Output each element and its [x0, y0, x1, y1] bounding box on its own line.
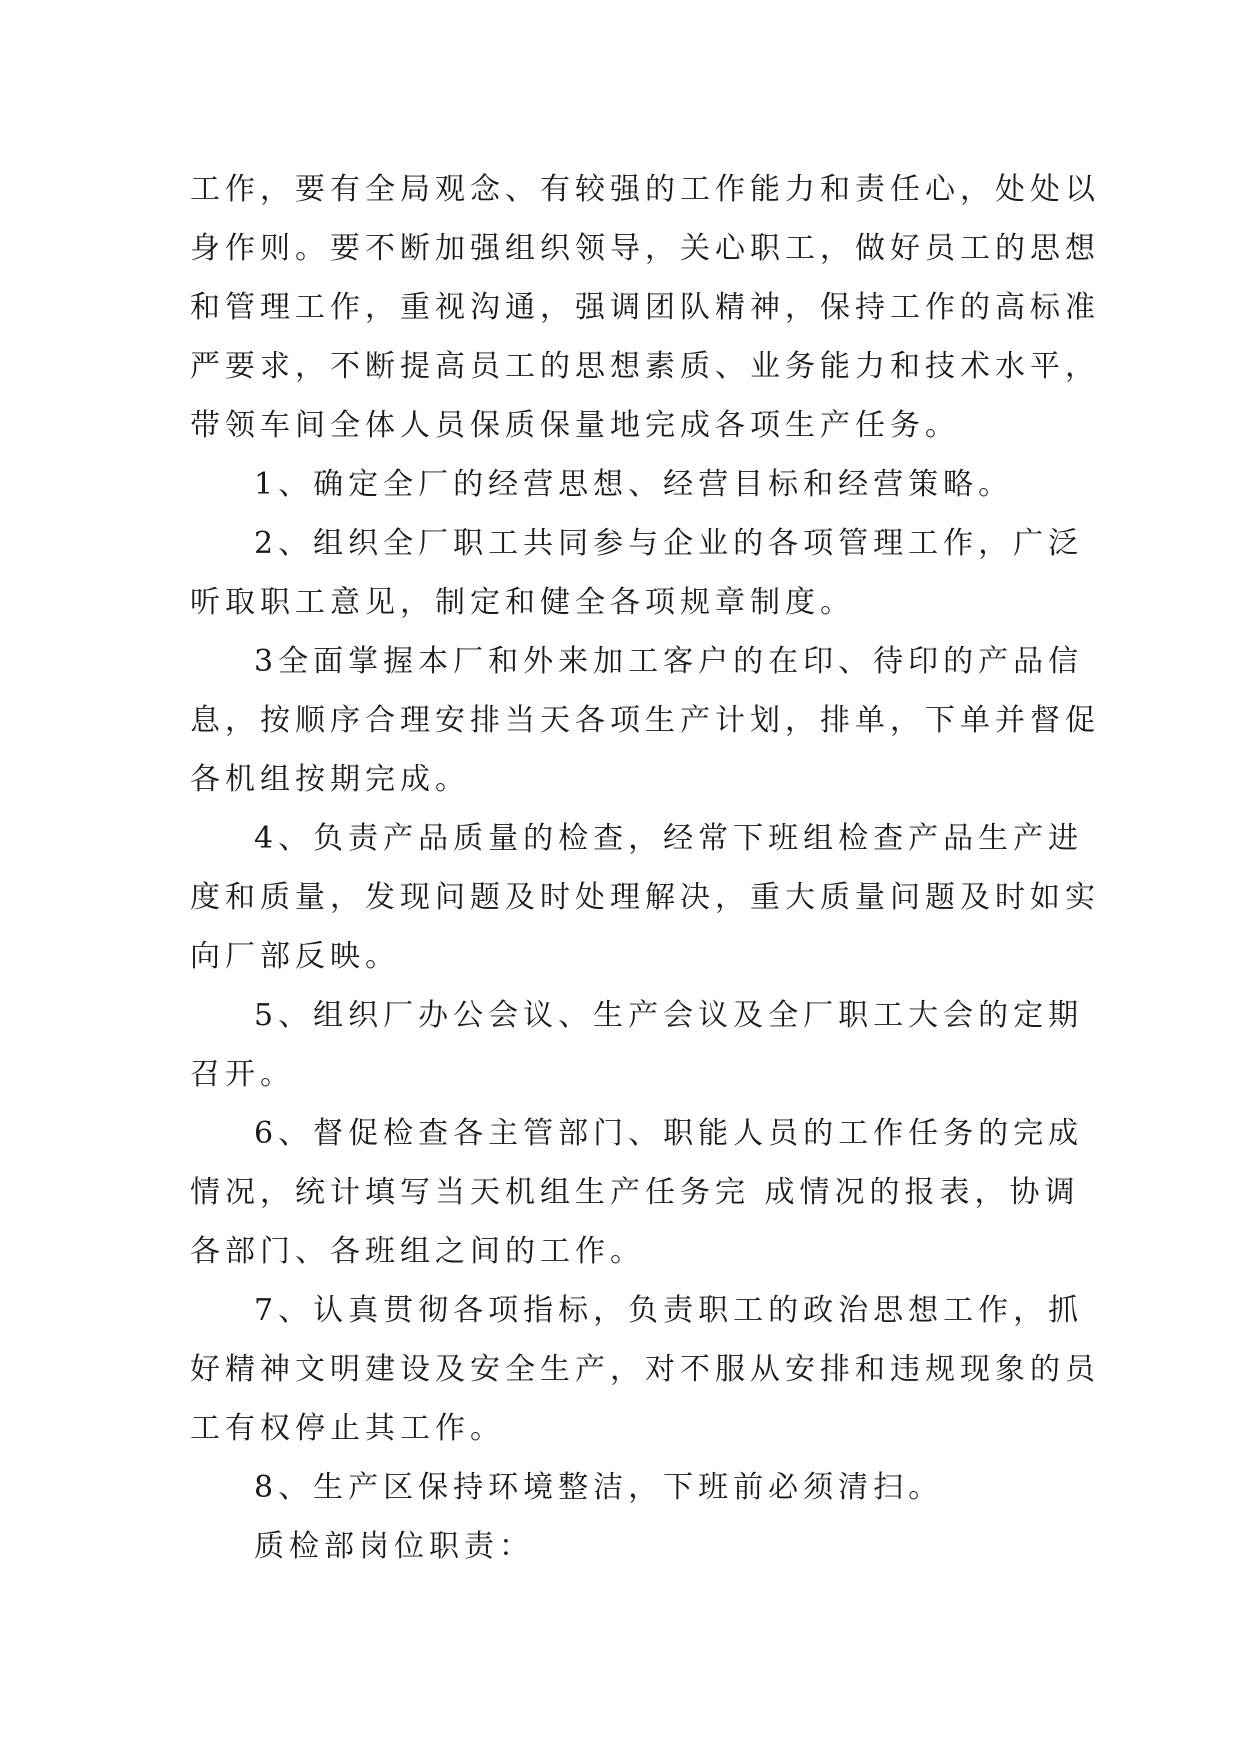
text-line: 严要求，不断提高员工的思想素质、业务能力和技术水平，: [190, 349, 1100, 384]
text-line: 听取职工意见，制定和健全各项规章制度。: [190, 585, 855, 620]
text-line: 息，按顺序合理安排当天各项生产计划，排单，下单并督促: [190, 703, 1100, 738]
list-item-8: 8、生产区保持环境整洁，下班前必须清扫。: [254, 1470, 944, 1505]
list-item-7: 7、认真贯彻各项指标，负责职工的政治思想工作，抓: [254, 1293, 1084, 1328]
text-line: 工有权停止其工作。: [190, 1411, 505, 1446]
section-heading: 质检部岗位职责：: [254, 1529, 534, 1564]
text-line: 好精神文明建设及安全生产，对不服从安排和违规现象的员: [190, 1352, 1100, 1387]
text-line: 带领车间全体人员保质保量地完成各项生产任务。: [190, 408, 960, 443]
list-item-2: 2、组织全厂职工共同参与企业的各项管理工作，广泛: [254, 526, 1084, 561]
text-line: 向厂部反映。: [190, 939, 400, 974]
text-line: 召开。: [190, 1057, 295, 1092]
text-line: 度和质量，发现问题及时处理解决，重大质量问题及时如实: [190, 880, 1100, 915]
list-item-3: 3全面掌握本厂和外来加工客户的在印、待印的产品信: [254, 644, 1084, 679]
text-line: 情况，统计填写当天机组生产任务完 成情况的报表，协调: [190, 1175, 1080, 1210]
list-item-4: 4、负责产品质量的检查，经常下班组检查产品生产进: [254, 821, 1084, 856]
text-line: 各部门、各班组之间的工作。: [190, 1234, 645, 1269]
list-item-5: 5、组织厂办公会议、生产会议及全厂职工大会的定期: [254, 998, 1084, 1033]
list-item-1: 1、确定全厂的经营思想、经营目标和经营策略。: [254, 467, 1014, 502]
text-line: 身作则。要不断加强组织领导，关心职工，做好员工的思想: [190, 231, 1100, 266]
text-line: 和管理工作，重视沟通，强调团队精神，保持工作的高标准: [190, 290, 1100, 325]
text-line: 工作，要有全局观念、有较强的工作能力和责任心，处处以: [190, 172, 1100, 207]
list-item-6: 6、督促检查各主管部门、职能人员的工作任务的完成: [254, 1116, 1084, 1151]
text-line: 各机组按期完成。: [190, 762, 470, 797]
document-body: [190, 160, 1100, 1576]
